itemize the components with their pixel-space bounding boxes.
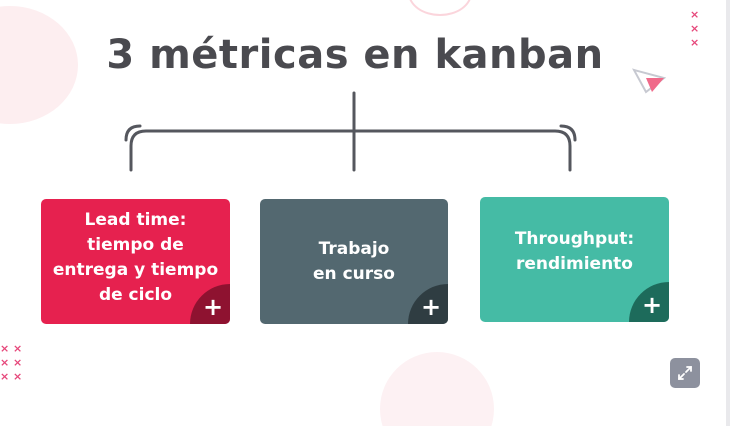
fullscreen-button[interactable]	[670, 358, 700, 388]
bracket-connector	[0, 0, 726, 200]
card-label: Trabajo en curso	[313, 238, 395, 284]
card-work-in-progress[interactable]	[260, 199, 448, 324]
expand-card-button[interactable]	[408, 284, 448, 324]
decorative-x-marks: × × × × × ×	[0, 342, 23, 383]
expand-icon	[677, 365, 693, 381]
plus-icon: +	[641, 291, 663, 319]
plus-icon: +	[202, 293, 224, 321]
card-throughput[interactable]	[480, 197, 669, 322]
card-label: Throughput: rendimiento	[514, 228, 635, 274]
plus-icon: +	[420, 293, 442, 321]
decorative-circle	[380, 352, 494, 426]
slide-title: 3 métricas en kanban	[106, 32, 604, 78]
card-lead-time[interactable]	[41, 199, 230, 324]
decorative-x-marks: × × ×	[690, 8, 700, 49]
expand-card-button[interactable]	[629, 282, 669, 322]
scrollbar-track[interactable]	[726, 0, 730, 426]
card-label: Lead time: tiempo de entrega y tiempo de ciclo	[52, 209, 219, 305]
